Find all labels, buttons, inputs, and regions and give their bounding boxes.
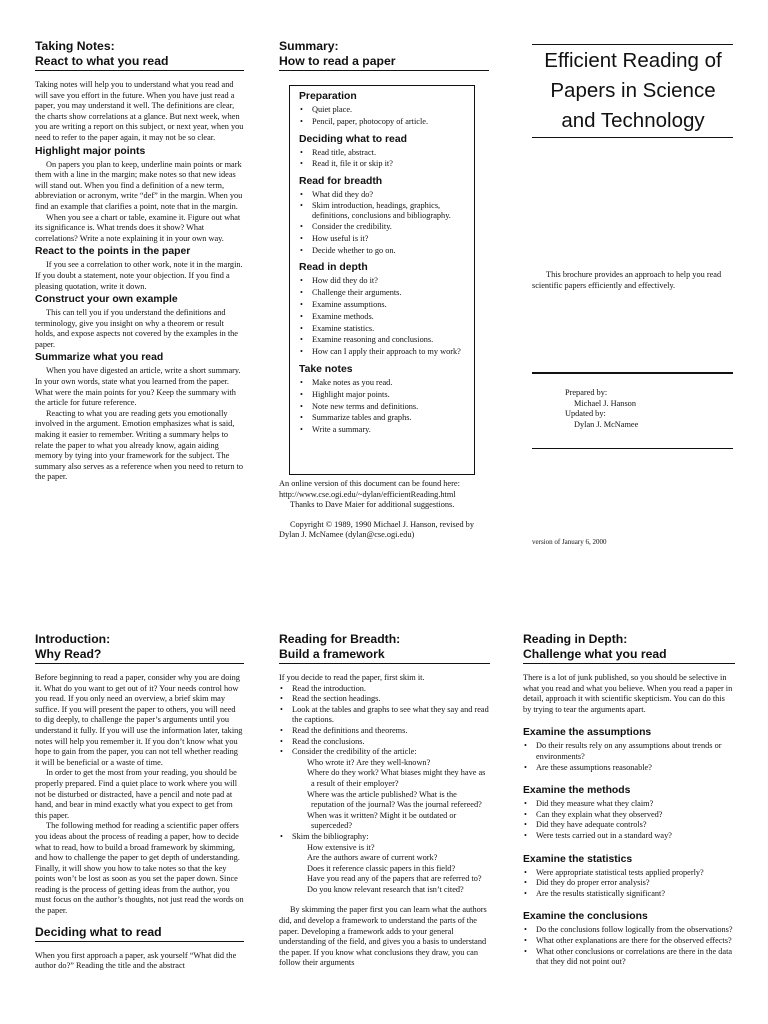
list-item: • Did they measure what they claim? (523, 799, 735, 810)
list-item: • Challenge their arguments. (299, 287, 474, 299)
list-item: • Do their results rely on any assumptions about trends or environments? (523, 741, 735, 762)
list-item: • Note new terms and definitions. (299, 401, 474, 413)
summarize-para-1: When you have digested an article, write a short summary. In your own words, state what you learned from the paper. What were the main points for you? Keep the summary with the article for future reference. (35, 366, 241, 408)
depth-list (299, 275, 474, 358)
taking-notes-intro: Taking notes will help you to understand what you read and will save you effort in the future. When you have just read a paper, you may understand it well. The definitions are clear, the charts show correlations at a glance. But next week, when you are writing a report on this subject, or next year, when you need to refer to the paper again, it may not be so clear. (35, 80, 244, 142)
list-item: • Can they explain what they observed? (523, 810, 735, 821)
cred-item: Where was the article published? What is the reputation of the journal? Was the journal refereed? (307, 789, 482, 810)
list-item: • Consider the credibility of the article: (279, 747, 490, 758)
breadth-section (279, 632, 490, 969)
cover-credits (565, 388, 725, 430)
depth-intro: There is a lot of junk published, so you should be selective in what you read and what you believe. When you read a paper in detail, approach it with scientific skepticism. You can do this by trying to tear the arguments apart. (523, 673, 733, 714)
methods-heading: Examine the methods (523, 785, 631, 797)
cover-rule-credits-bottom (532, 448, 733, 449)
list-item: • Read the section headings. (279, 694, 490, 705)
list-item: • Skim the bibliography: (279, 832, 490, 843)
preparation-list (299, 104, 474, 128)
summarize-para-2: Reacting to what you are reading gets you emotionally involved in the argument. Emotion emphasizes what is said, making it easier to remember. Writing a summary helps to relate the paper to what you already know, again aiding memory by tying into your framework for the subject. The summary also serves as a reference when you need to return to the paper. (35, 408, 244, 482)
list-item: • Examine assumptions. (299, 299, 474, 311)
preparation-heading: Preparation (299, 91, 357, 102)
breadth-closing: By skimming the paper first you can learn what the authors did, and develop a framework to understand the parts of the paper. Developing a framework adds to your general understanding of the field, and gives you a basis to understand the paper. If you know what conclusions they draw, you can follow their arguments (279, 905, 487, 968)
list-item: • Examine reasoning and conclusions. (299, 334, 474, 346)
react-heading: React to the points in the paper (35, 246, 191, 258)
list-item: • Skim introduction, headings, graphics, definitions, conclusions and bibliography. (299, 201, 466, 221)
updated-name: Dylan J. McNamee (574, 419, 639, 429)
list-item: • What did they do? (299, 189, 466, 201)
prepared-name: Michael J. Hanson (574, 398, 636, 408)
react-para: If you see a correlation to other work, note it in the margin. If you doubt a statement, note your objection. If you find a pleasing quotation, write it down. (35, 260, 243, 291)
highlight-para-2: When you see a chart or table, examine it. Figure out what its significance is. What trends does it show? What correlations? Write a note explaining it in your own way. (35, 212, 241, 243)
statistics-list (523, 868, 735, 900)
list-item: • Examine methods. (299, 311, 474, 323)
list-item: • Quiet place. (299, 104, 474, 116)
cover-rule-credits-top (532, 372, 733, 374)
list-item: • Did they do proper error analysis? (523, 878, 735, 889)
summary-header (279, 39, 489, 80)
bib-item: Does it reference classic papers in this field? (307, 863, 456, 873)
list-item: • How can I apply their approach to my work? (299, 346, 474, 358)
conclusions-heading: Examine the conclusions (523, 911, 648, 923)
notes-list (299, 377, 474, 436)
deciding-heading: Deciding what to read (299, 133, 407, 145)
list-item: • Read title, abstract. (299, 147, 474, 159)
online-version-text: An online version of this document can be found here: http://www.cse.ogi.edu/~dylan/efficientReading.html (279, 479, 460, 499)
deciding-list (299, 147, 474, 171)
thanks-text: Thanks to Dave Maier for additional suggestions. (290, 500, 455, 510)
cred-item: Where do they work? What biases might they have as a result of their employer? (307, 768, 486, 788)
bib-item: Do you know relevant research that isn’t cited? (307, 884, 464, 894)
introduction-section (35, 632, 244, 972)
highlight-para-1: On papers you plan to keep, underline main points or mark them with a line in the margin; make notes so that new ideas will stand out. When you find a definition of a new term, abbreviation or acronym, write “def” in the margin. When you find an example that clarifies a point, note that in the margin. (35, 159, 243, 211)
list-item: • What other conclusions or correlations are there in the data that they did not point out? (523, 947, 735, 968)
introduction-para-1: Before beginning to read a paper, consider why you are doing it. What do you want to get out of it? Your needs control how you read. If you only need an overview, a brief skim may suffice. If you will present the paper to others, you will need to dig deeply, to challenge the paper’s arguments until you understand it fully. If you will use the information later, taking notes will help you remember it. If you don’t know what you hope to gain from the paper, you can not tell whether reading it will be beneficial or a waste of time. (35, 673, 243, 767)
list-item: • Did they have adequate controls? (523, 820, 735, 831)
updated-label: Updated by: (565, 409, 606, 419)
breadth-intro: If you decide to read the paper, first skim it. (279, 673, 425, 682)
methods-list (523, 799, 735, 841)
taking-notes-section (35, 39, 244, 483)
bib-item: Have you read any of the papers that are referred to? (307, 874, 482, 884)
notes-heading: Take notes (299, 363, 353, 375)
introduction-title: Introduction: Why Read? (35, 632, 244, 664)
bib-item: How extensive is it? (307, 842, 375, 852)
construct-para: This can tell you if you understand the definitions and terminology, give you insight on why a theorem or result holds, and expose aspects not covered by the examples in the paper. (35, 308, 238, 349)
depth-heading: Read in depth (299, 262, 368, 274)
summary-title: Summary: How to read a paper (279, 39, 489, 71)
cred-item: When was it written? Might it be outdated or superceded? (307, 810, 457, 831)
breadth-heading: Read for breadth (299, 176, 383, 188)
list-item: • Are these assumptions reasonable? (523, 763, 735, 774)
list-item: • Pencil, paper, photocopy of article. (299, 116, 474, 128)
list-item: • Decide whether to go on. (299, 245, 466, 257)
list-item: • Read it, file it or skip it? (299, 158, 474, 170)
highlight-heading: Highlight major points (35, 145, 146, 157)
list-item: • Highlight major points. (299, 389, 474, 401)
list-item: • Do the conclusions follow logically from the observations? (523, 925, 735, 936)
assumptions-list (523, 741, 735, 773)
depth-section (523, 632, 735, 968)
list-item: • Make notes as you read. (299, 377, 474, 389)
introduction-para-2: In order to get the most from your reading, you should be properly prepared. Find a quiet place to work where you will not be disturbed or distracted, have a pencil and note pad at hand, and bear in mind exactly what you expect to get from this paper. (35, 768, 238, 820)
deciding-title: Deciding what to read (35, 925, 244, 942)
list-item: • Summarize tables and graphs. (299, 412, 474, 424)
list-item: • Are the results statistically significant? (523, 889, 735, 900)
breadth-list (299, 189, 474, 256)
list-item: • Consider the credibility. (299, 221, 466, 233)
list-item: • Read the conclusions. (279, 737, 490, 748)
taking-notes-title: Taking Notes: React to what you read (35, 39, 244, 71)
list-item: • What other explanations are there for the observed effects? (523, 936, 735, 947)
list-item: • How did they do it? (299, 275, 474, 287)
cover-blurb: This brochure provides an approach to help you read scientific papers efficiently and effectively. (532, 270, 722, 290)
summary-box (289, 85, 475, 475)
prepared-label: Prepared by: (565, 388, 608, 397)
construct-heading: Construct your own example (35, 294, 178, 306)
introduction-para-3: The following method for reading a scientific paper offers you ideas about the process of reading a paper, how to decide what to read, how to build a broad framework by skimming, and how to challenge the paper to get depth of understanding. Finally, it will show you how to take notes so that the key points won’t be lost as soon as you set the paper down. Since reading is the process of getting ideas from the author, you must focus on the author’s thoughts, not just read the words on the paper. (35, 821, 244, 916)
list-item: • Read the definitions and theorems. (279, 726, 490, 737)
cover-rule-bottom (532, 137, 733, 138)
statistics-heading: Examine the statistics (523, 853, 633, 865)
copyright-text: Copyright © 1989, 1990 Michael J. Hanson, revised by Dylan J. McNamee (dylan@cse.ogi.edu) (279, 519, 474, 540)
assumptions-heading: Examine the assumptions (523, 727, 652, 739)
cred-item: Who wrote it? Are they well-known? (307, 757, 431, 767)
list-item: • How useful is it? (299, 233, 466, 245)
cover-title: Efficient Reading of Papers in Science and Technology (544, 49, 722, 132)
skim-bib (279, 832, 490, 843)
summary-footer (279, 479, 491, 541)
list-item: • Read the introduction. (279, 684, 490, 695)
conclusions-list (523, 925, 735, 967)
breadth-title: Reading for Breadth: Build a framework (279, 632, 490, 664)
bib-item: Are the authors aware of current work? (307, 853, 438, 863)
depth-title: Reading in Depth: Challenge what you read (523, 632, 735, 664)
list-item: • Examine statistics. (299, 323, 474, 335)
list-item: • Write a summary. (299, 424, 474, 436)
version-text: version of January 6, 2000 (532, 538, 607, 546)
summarize-heading: Summarize what you read (35, 352, 164, 364)
list-item: • Were appropriate statistical tests applied properly? (523, 868, 735, 879)
deciding-para: When you first approach a paper, ask yourself “What did the author do?” Reading the title and the abstract (35, 950, 237, 971)
list-item: • Were tests carried out in a standard way? (523, 831, 735, 842)
breadth-steps (279, 684, 490, 758)
list-item: • Look at the tables and graphs to see what they say and read the captions. (279, 705, 490, 726)
